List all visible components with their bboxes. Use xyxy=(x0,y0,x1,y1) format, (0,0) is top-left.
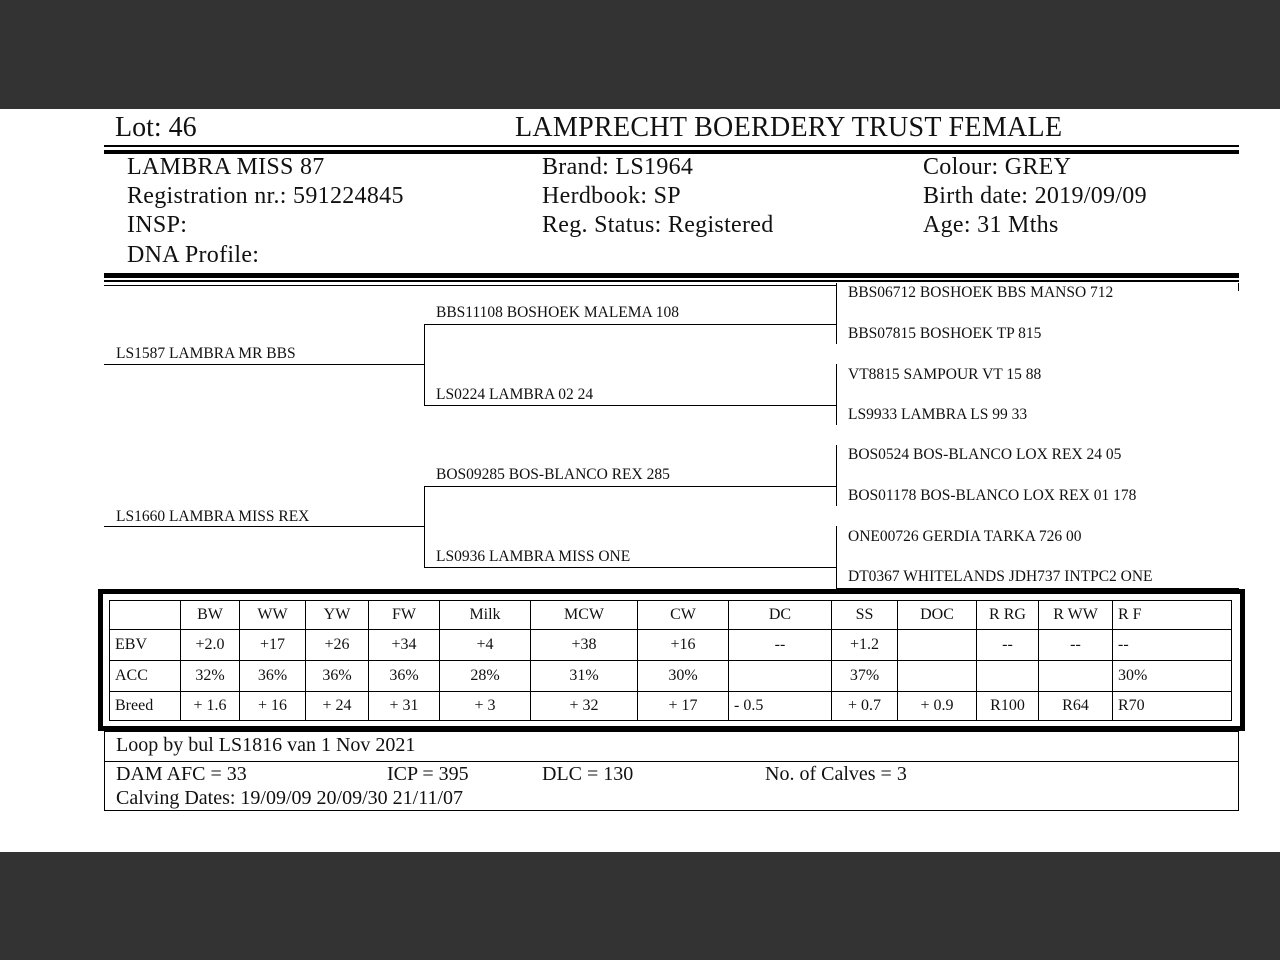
top-letterbox xyxy=(0,0,1280,109)
pedigree-ggp-7: ONE00726 GERDIA TARKA 726 00 xyxy=(848,528,1082,545)
ebv-cell: -- xyxy=(1113,630,1232,661)
registration-number: Registration nr.: 591224845 xyxy=(127,183,404,209)
ebv-cell: +34 xyxy=(369,630,440,661)
ggp-right-tick xyxy=(1238,283,1239,291)
dam-dam-line xyxy=(424,567,837,568)
ebv-header-blank xyxy=(110,601,181,630)
ebv-table xyxy=(109,600,1232,721)
pedigree-sire: LS1587 LAMBRA MR BBS xyxy=(116,345,296,362)
loop-note: Loop by bul LS1816 van 1 Nov 2021 xyxy=(116,734,416,756)
info-rule-thin xyxy=(104,280,1239,282)
ebv-header-milk: Milk xyxy=(440,601,531,630)
acc-cell: 31% xyxy=(531,661,638,692)
pedigree-ggp-3: VT8815 SAMPOUR VT 15 88 xyxy=(848,366,1042,383)
acc-cell: 30% xyxy=(638,661,729,692)
acc-cell xyxy=(898,661,977,692)
acc-cell: 28% xyxy=(440,661,531,692)
pedigree-ggp-6: BOS01178 BOS-BLANCO LOX REX 01 178 xyxy=(848,487,1137,504)
animal-name: LAMBRA MISS 87 xyxy=(127,154,325,180)
dam-afc: DAM AFC = 33 xyxy=(116,763,247,785)
icp: ICP = 395 xyxy=(387,763,469,785)
breed-cell: R64 xyxy=(1039,692,1113,721)
bottom-letterbox xyxy=(0,852,1280,960)
breed-cell: + 0.9 xyxy=(898,692,977,721)
breed-cell: + 1.6 xyxy=(181,692,240,721)
acc-cell: 32% xyxy=(181,661,240,692)
notes-box xyxy=(104,731,1239,811)
acc-cell xyxy=(977,661,1039,692)
acc-cell: 36% xyxy=(369,661,440,692)
ebv-header-cw: CW xyxy=(638,601,729,630)
pedigree-sire-sire: BBS11108 BOSHOEK MALEMA 108 xyxy=(436,304,680,321)
dam-line xyxy=(104,526,424,527)
breed-cell: + 0.7 xyxy=(832,692,898,721)
breed-cell: R100 xyxy=(977,692,1039,721)
ebv-cell xyxy=(898,630,977,661)
ebv-cell: -- xyxy=(1039,630,1113,661)
dna-profile-label: DNA Profile: xyxy=(127,242,260,268)
insp-label: INSP: xyxy=(127,212,188,238)
ebv-cell: +1.2 xyxy=(832,630,898,661)
seller-title: LAMPRECHT BOERDERY TRUST FEMALE xyxy=(515,112,1063,143)
ebv-header-dc: DC xyxy=(729,601,832,630)
acc-cell: 36% xyxy=(306,661,369,692)
dam-bracket xyxy=(424,486,425,567)
dlc: DLC = 130 xyxy=(542,763,634,785)
ebv-cell: +26 xyxy=(306,630,369,661)
herdbook: Herdbook: SP xyxy=(542,183,681,209)
lot-card xyxy=(0,109,1280,852)
breed-cell: + 32 xyxy=(531,692,638,721)
breed-cell: - 0.5 xyxy=(729,692,832,721)
pedigree-dam: LS1660 LAMBRA MISS REX xyxy=(116,508,310,525)
acc-row-label: ACC xyxy=(110,661,181,692)
breed-cell: R70 xyxy=(1113,692,1232,721)
pedigree-ggp-2: BBS07815 BOSHOEK TP 815 xyxy=(848,325,1042,342)
pedigree-dam-dam: LS0936 LAMBRA MISS ONE xyxy=(436,548,631,565)
ebv-cell: +4 xyxy=(440,630,531,661)
ebv-header-ss: SS xyxy=(832,601,898,630)
acc-cell: 37% xyxy=(832,661,898,692)
colour: Colour: GREY xyxy=(923,154,1072,180)
ebv-cell: -- xyxy=(729,630,832,661)
calving-dates: Calving Dates: 19/09/09 20/09/30 21/11/07 xyxy=(116,787,464,809)
sire-line xyxy=(104,364,424,365)
breed-row xyxy=(110,692,1232,721)
breed-cell: + 17 xyxy=(638,692,729,721)
pedigree-sire-dam: LS0224 LAMBRA 02 24 xyxy=(436,386,594,403)
dam-sire-line xyxy=(424,486,837,487)
notes-separator xyxy=(105,761,1238,762)
ebv-cell: +2.0 xyxy=(181,630,240,661)
ebv-header-rf: R F xyxy=(1113,601,1232,630)
ebv-cell: +17 xyxy=(240,630,306,661)
ebv-cell: +16 xyxy=(638,630,729,661)
ebv-header-row xyxy=(110,601,1232,630)
acc-row xyxy=(110,661,1232,692)
pedigree-ggp-5: BOS0524 BOS-BLANCO LOX REX 24 05 xyxy=(848,446,1122,463)
ebv-header-yw: YW xyxy=(306,601,369,630)
breed-cell: + 3 xyxy=(440,692,531,721)
ebv-row-label: EBV xyxy=(110,630,181,661)
pedigree-top-line xyxy=(104,285,837,286)
acc-cell: 36% xyxy=(240,661,306,692)
pedigree-ggp-4: LS9933 LAMBRA LS 99 33 xyxy=(848,406,1028,423)
ebv-header-rrg: R RG xyxy=(977,601,1039,630)
breed-row-label: Breed xyxy=(110,692,181,721)
info-rule-thick xyxy=(104,273,1239,278)
sire-sire-line xyxy=(424,324,837,325)
birth-date: Birth date: 2019/09/09 xyxy=(923,183,1147,209)
ggp-bracket-1 xyxy=(836,283,837,344)
ggp-bracket-2 xyxy=(836,364,837,425)
ebv-header-rww: R WW xyxy=(1039,601,1113,630)
ebv-header-fw: FW xyxy=(369,601,440,630)
reg-status: Reg. Status: Registered xyxy=(542,212,774,238)
ebv-header-bw: BW xyxy=(181,601,240,630)
breed-cell: + 16 xyxy=(240,692,306,721)
sire-dam-line xyxy=(424,405,837,406)
ebv-header-doc: DOC xyxy=(898,601,977,630)
ebv-row xyxy=(110,630,1232,661)
acc-cell xyxy=(729,661,832,692)
pedigree-ggp-8: DT0367 WHITELANDS JDH737 INTPC2 ONE xyxy=(848,568,1153,585)
number-of-calves: No. of Calves = 3 xyxy=(765,763,907,785)
ggp-bracket-3 xyxy=(836,445,837,506)
sire-bracket xyxy=(424,324,425,405)
ebv-header-ww: WW xyxy=(240,601,306,630)
acc-cell: 30% xyxy=(1113,661,1232,692)
age: Age: 31 Mths xyxy=(923,212,1059,238)
acc-cell xyxy=(1039,661,1113,692)
ebv-header-mcw: MCW xyxy=(531,601,638,630)
pedigree-dam-sire: BOS09285 BOS-BLANCO REX 285 xyxy=(436,466,670,483)
ebv-cell: -- xyxy=(977,630,1039,661)
breed-cell: + 31 xyxy=(369,692,440,721)
ggp-bracket-4 xyxy=(836,526,837,588)
breed-cell: + 24 xyxy=(306,692,369,721)
header-rule-thin xyxy=(104,145,1239,147)
ebv-cell: +38 xyxy=(531,630,638,661)
brand: Brand: LS1964 xyxy=(542,154,694,180)
pedigree-ggp-1: BBS06712 BOSHOEK BBS MANSO 712 xyxy=(848,284,1114,301)
lot-number: Lot: 46 xyxy=(115,112,197,143)
